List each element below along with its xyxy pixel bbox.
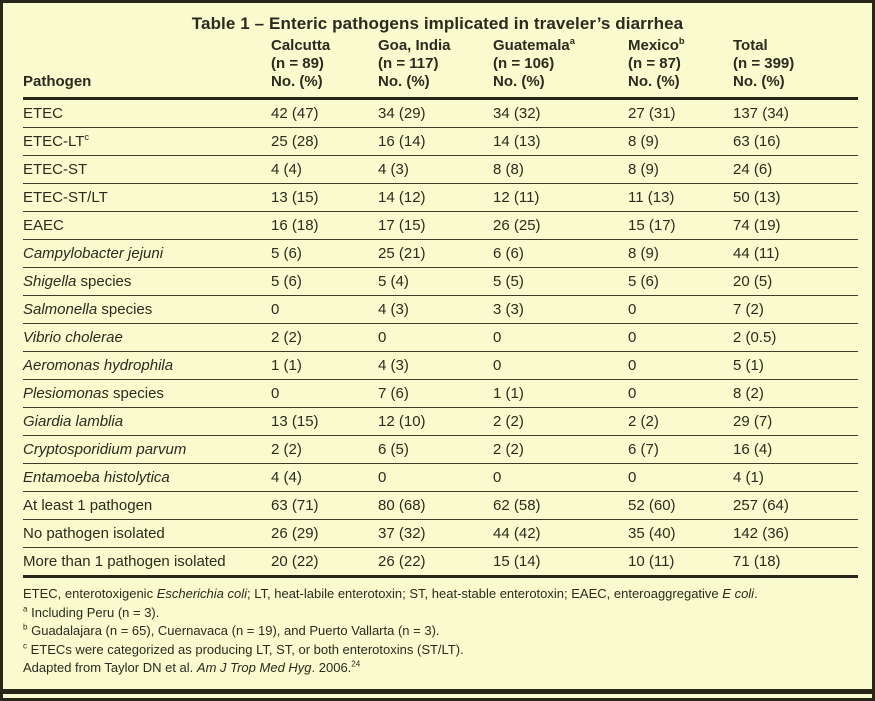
value-cell: 8 (9): [628, 240, 733, 268]
table-row: [23, 352, 858, 380]
value-cell: 15 (17): [628, 212, 733, 240]
value-cell: 142 (36): [733, 520, 858, 548]
value-cell: 8 (9): [628, 128, 733, 156]
value-cell: 44 (42): [493, 520, 628, 548]
value-cell: 16 (18): [271, 212, 378, 240]
value-cell: 12 (11): [493, 184, 628, 212]
value-cell: 0: [378, 324, 493, 352]
pathogen-cell: Aeromonas hydrophila: [23, 352, 271, 380]
value-cell: 0: [493, 464, 628, 492]
table-row: [23, 520, 858, 548]
column-measure: No. (%): [493, 73, 545, 90]
pathogen-cell: At least 1 pathogen: [23, 492, 271, 520]
value-cell: 6 (6): [493, 240, 628, 268]
pathogen-cell: Giardia lamblia: [23, 408, 271, 436]
value-cell: 2 (2): [271, 324, 378, 352]
value-cell: 5 (6): [271, 240, 378, 268]
value-cell: 7 (6): [378, 380, 493, 408]
table-title: Table 1 – Enteric pathogens implicated in traveler’s diarrhea: [191, 14, 684, 33]
value-cell: 0: [493, 352, 628, 380]
value-cell: 1 (1): [493, 380, 628, 408]
value-cell: 0: [378, 464, 493, 492]
value-cell: 80 (68): [378, 492, 493, 520]
value-cell: 6 (7): [628, 436, 733, 464]
value-cell: 5 (1): [733, 352, 858, 380]
value-cell: 13 (15): [271, 184, 378, 212]
table-row: [23, 548, 858, 577]
location-column-header: [733, 37, 858, 99]
table-row: [23, 99, 858, 128]
table-row: [23, 408, 858, 436]
pathogen-cell: EAEC: [23, 212, 271, 240]
footnote-line: ETEC, enterotoxigenic Escherichia coli; LT, heat-labile enterotoxin; ST, heat-stable enterotoxin; EAEC, enteroaggregative E coli.: [23, 586, 758, 601]
value-cell: 63 (71): [271, 492, 378, 520]
column-location: Total: [733, 37, 768, 54]
value-cell: 3 (3): [493, 296, 628, 324]
value-cell: 14 (12): [378, 184, 493, 212]
value-cell: 2 (2): [271, 436, 378, 464]
value-cell: 4 (4): [271, 464, 378, 492]
value-cell: 4 (3): [378, 352, 493, 380]
table-row: [23, 268, 858, 296]
table-row: [23, 492, 858, 520]
value-cell: 5 (6): [271, 268, 378, 296]
table-row: [23, 184, 858, 212]
pathogen-cell: ETEC: [23, 99, 271, 128]
footnote-line: $^b$ Guadalajara (n = 65), Cuernavaca (n = 19), and Puerto Vallarta (n = 3).: [23, 622, 440, 638]
pathogens-table: [23, 37, 858, 578]
value-cell: 10 (11): [628, 548, 733, 577]
column-sample-size: (n = 106): [493, 55, 555, 72]
value-cell: 44 (11): [733, 240, 858, 268]
value-cell: 37 (32): [378, 520, 493, 548]
pathogen-cell: Shigella species: [23, 268, 271, 296]
column-location: Guatemala$^a$: [493, 36, 575, 54]
pathogen-cell: ETEC-$LT^c$: [23, 128, 271, 156]
value-cell: 5 (4): [378, 268, 493, 296]
table-row: [23, 296, 858, 324]
column-measure: No. (%): [378, 73, 430, 90]
value-cell: 71 (18): [733, 548, 858, 577]
value-cell: 0: [628, 324, 733, 352]
table-row: [23, 380, 858, 408]
pathogen-cell: ETEC-ST/LT: [23, 184, 271, 212]
pathogen-cell: Vibrio cholerae: [23, 324, 271, 352]
column-sample-size: (n = 117): [378, 55, 439, 72]
value-cell: 0: [628, 296, 733, 324]
value-cell: 13 (15): [271, 408, 378, 436]
location-column-header: [493, 37, 628, 99]
value-cell: 16 (14): [378, 128, 493, 156]
footnote-line: Adapted from Taylor DN et al. Am J Trop Med Hyg. 2006.24: [23, 659, 361, 675]
value-cell: 25 (28): [271, 128, 378, 156]
value-cell: 17 (15): [378, 212, 493, 240]
table-row: [23, 464, 858, 492]
table-row: [23, 156, 858, 184]
value-cell: 29 (7): [733, 408, 858, 436]
value-cell: 20 (22): [271, 548, 378, 577]
location-column-header: [271, 37, 378, 99]
location-column-header: [378, 37, 493, 99]
value-cell: 0: [628, 352, 733, 380]
value-cell: 26 (29): [271, 520, 378, 548]
value-cell: 2 (2): [628, 408, 733, 436]
value-cell: 15 (14): [493, 548, 628, 577]
table-row: [23, 324, 858, 352]
value-cell: 137 (34): [733, 99, 858, 128]
pathogen-cell: Campylobacter jejuni: [23, 240, 271, 268]
value-cell: 8 (8): [493, 156, 628, 184]
value-cell: 34 (32): [493, 99, 628, 128]
value-cell: 26 (22): [378, 548, 493, 577]
value-cell: 0: [628, 464, 733, 492]
column-location: Mexico$^b$: [628, 36, 685, 54]
value-cell: 20 (5): [733, 268, 858, 296]
table-row: [23, 240, 858, 268]
value-cell: 12 (10): [378, 408, 493, 436]
pathogen-cell: Cryptosporidium parvum: [23, 436, 271, 464]
value-cell: 50 (13): [733, 184, 858, 212]
value-cell: 0: [271, 296, 378, 324]
value-cell: 16 (4): [733, 436, 858, 464]
value-cell: 0: [628, 380, 733, 408]
value-cell: 1 (1): [271, 352, 378, 380]
column-sample-size: (n = 89): [271, 55, 324, 72]
footnote-line: $^c$ ETECs were categorized as producing LT, ST, or both enterotoxins (ST/LT).: [23, 641, 464, 657]
column-measure: No. (%): [628, 73, 680, 90]
value-cell: 0: [493, 324, 628, 352]
footnote-line: $^a$ Including Peru (n = 3).: [23, 604, 160, 620]
table-row: [23, 128, 858, 156]
value-cell: 26 (25): [493, 212, 628, 240]
value-cell: 2 (2): [493, 408, 628, 436]
value-cell: 8 (9): [628, 156, 733, 184]
footnotes: [23, 585, 852, 678]
table-body: [23, 99, 858, 577]
pathogen-cell: Plesiomonas species: [23, 380, 271, 408]
value-cell: 4 (4): [271, 156, 378, 184]
column-measure: No. (%): [271, 73, 323, 90]
value-cell: 14 (13): [493, 128, 628, 156]
column-location: Goa, India: [378, 37, 451, 54]
value-cell: 257 (64): [733, 492, 858, 520]
value-cell: 4 (1): [733, 464, 858, 492]
value-cell: 35 (40): [628, 520, 733, 548]
value-cell: 11 (13): [628, 184, 733, 212]
value-cell: 42 (47): [271, 99, 378, 128]
bottom-rule: [3, 689, 872, 694]
table-row: [23, 436, 858, 464]
column-measure: No. (%): [733, 73, 785, 90]
value-cell: 2 (0.5): [733, 324, 858, 352]
pathogen-cell: More than 1 pathogen isolated: [23, 548, 271, 577]
value-cell: 34 (29): [378, 99, 493, 128]
column-sample-size: (n = 399): [733, 55, 795, 72]
pathogen-cell: No pathogen isolated: [23, 520, 271, 548]
table-header-row: [23, 37, 858, 99]
pathogen-cell: Entamoeba histolytica: [23, 464, 271, 492]
value-cell: 4 (3): [378, 156, 493, 184]
pathogen-cell: Salmonella species: [23, 296, 271, 324]
value-cell: 5 (5): [493, 268, 628, 296]
value-cell: 7 (2): [733, 296, 858, 324]
value-cell: 0: [271, 380, 378, 408]
value-cell: 2 (2): [493, 436, 628, 464]
value-cell: 24 (6): [733, 156, 858, 184]
value-cell: 52 (60): [628, 492, 733, 520]
value-cell: 4 (3): [378, 296, 493, 324]
pathogen-cell: ETEC-ST: [23, 156, 271, 184]
value-cell: 8 (2): [733, 380, 858, 408]
value-cell: 74 (19): [733, 212, 858, 240]
column-location: Calcutta: [271, 37, 331, 54]
value-cell: 5 (6): [628, 268, 733, 296]
column-sample-size: (n = 87): [628, 55, 681, 72]
value-cell: 25 (21): [378, 240, 493, 268]
value-cell: 6 (5): [378, 436, 493, 464]
pathogen-column-header: Pathogen: [23, 37, 271, 99]
table-row: [23, 212, 858, 240]
location-column-header: [628, 37, 733, 99]
value-cell: 62 (58): [493, 492, 628, 520]
value-cell: 27 (31): [628, 99, 733, 128]
value-cell: 63 (16): [733, 128, 858, 156]
